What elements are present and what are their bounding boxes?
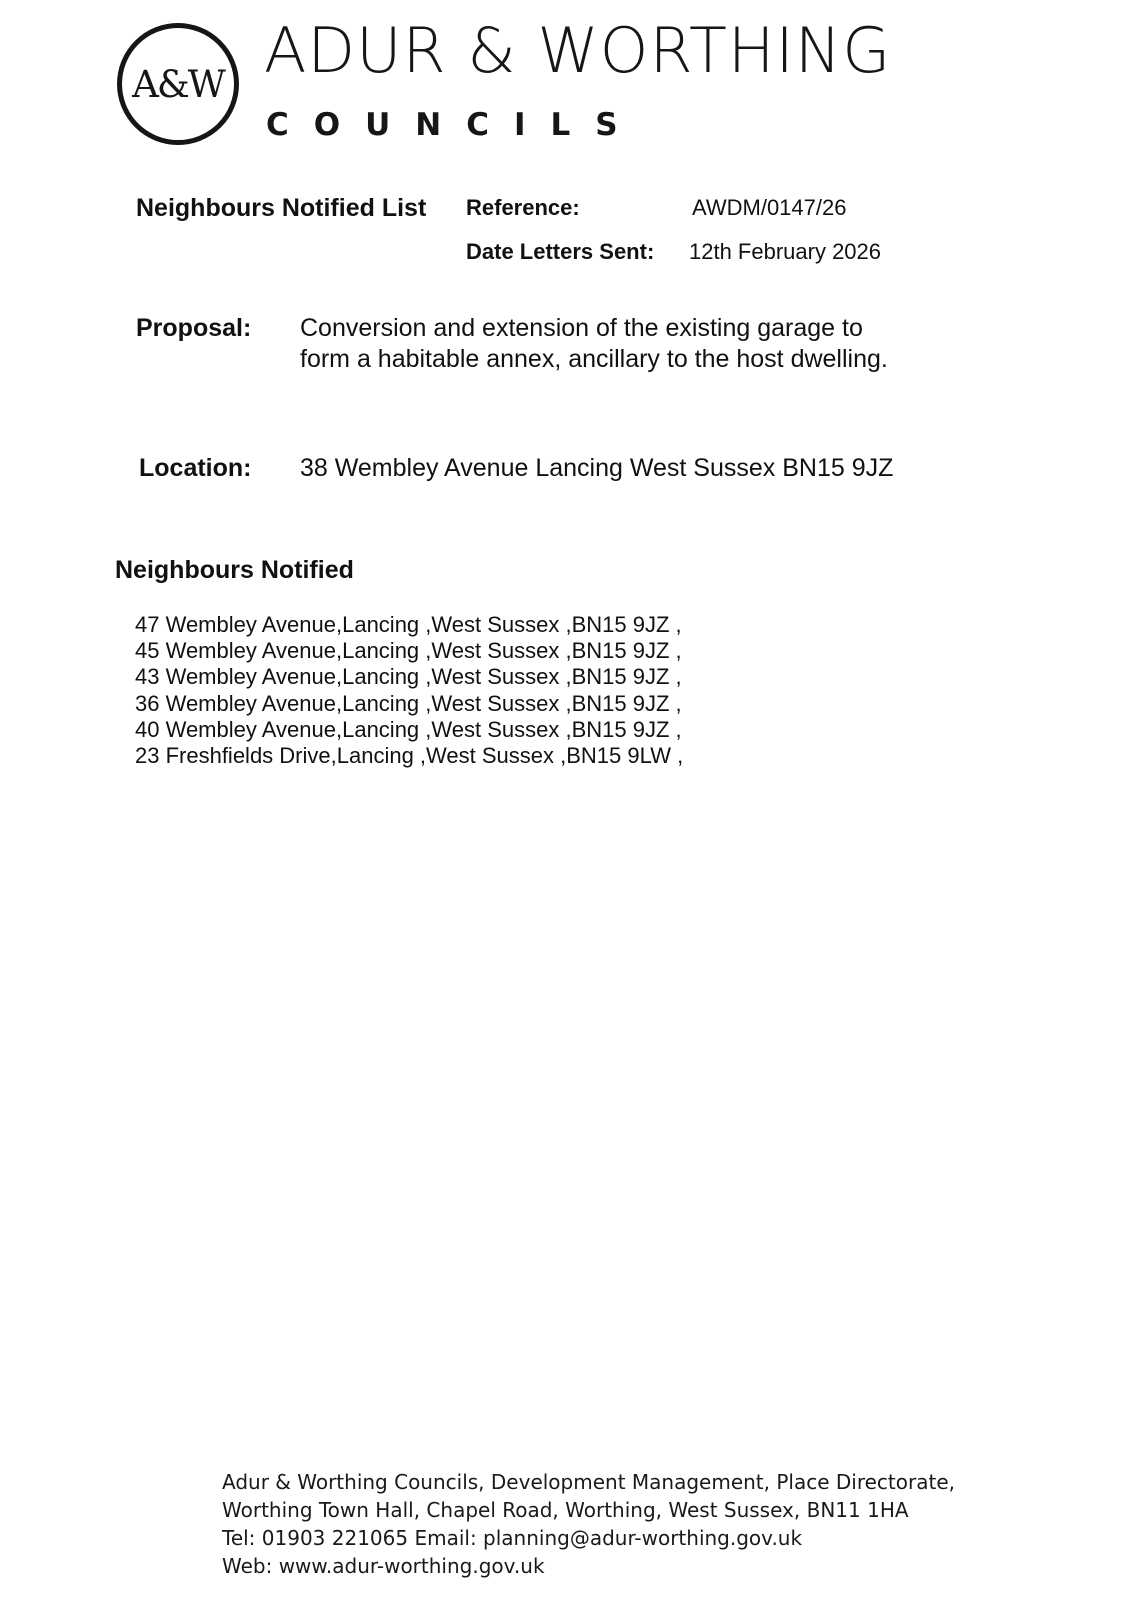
neighbours-address-list xyxy=(135,612,683,769)
reference-label: Reference: xyxy=(466,195,580,220)
footer-address-line: Worthing Town Hall, Chapel Road, Worthing, West Sussex, BN11 1HA xyxy=(222,1498,909,1522)
address-item: 43 Wembley Avenue,Lancing ,West Sussex ,BN15 9JZ , xyxy=(135,664,682,690)
council-subtitle: COUNCILS xyxy=(266,107,643,143)
proposal-line: Conversion and extension of the existing garage to xyxy=(300,314,863,342)
council-logo-seal xyxy=(116,22,240,146)
address-item: 23 Freshfields Drive,Lancing ,West Sussex ,BN15 9LW , xyxy=(135,743,684,769)
address-item: 47 Wembley Avenue,Lancing ,West Sussex ,BN15 9JZ , xyxy=(135,612,682,637)
address-item: 45 Wembley Avenue,Lancing ,West Sussex ,BN15 9JZ , xyxy=(135,638,682,664)
proposal-text xyxy=(300,313,980,375)
footer-address-line: Adur & Worthing Councils, Development Management, Place Directorate, xyxy=(222,1470,955,1494)
neighbours-heading: Neighbours Notified xyxy=(115,556,354,584)
council-name: ADUR & WORTHING xyxy=(264,14,892,87)
logo-seal-text: A&W xyxy=(132,63,224,106)
location-value: 38 Wembley Avenue Lancing West Sussex BN15 9JZ xyxy=(300,454,894,482)
footer-contact-line: Tel: 01903 221065 Email: planning@adur-worthing.gov.uk xyxy=(222,1526,803,1550)
footer-contact-block xyxy=(222,1468,955,1580)
proposal-line: form a habitable annex, ancillary to the host dwelling. xyxy=(300,345,888,373)
location-label: Location: xyxy=(139,454,252,482)
reference-value: AWDM/0147/26 xyxy=(692,195,847,220)
date-sent-label: Date Letters Sent: xyxy=(466,239,655,264)
logo-seal-graphic xyxy=(116,22,240,146)
footer-web-line: Web: www.adur-worthing.gov.uk xyxy=(222,1554,545,1578)
address-item: 40 Wembley Avenue,Lancing ,West Sussex ,BN15 9JZ , xyxy=(135,716,682,742)
document-title: Neighbours Notified List xyxy=(136,194,427,222)
address-item: 36 Wembley Avenue,Lancing ,West Sussex ,BN15 9JZ , xyxy=(135,690,682,716)
date-sent-value: 12th February 2026 xyxy=(689,239,882,264)
proposal-label: Proposal: xyxy=(136,314,252,342)
